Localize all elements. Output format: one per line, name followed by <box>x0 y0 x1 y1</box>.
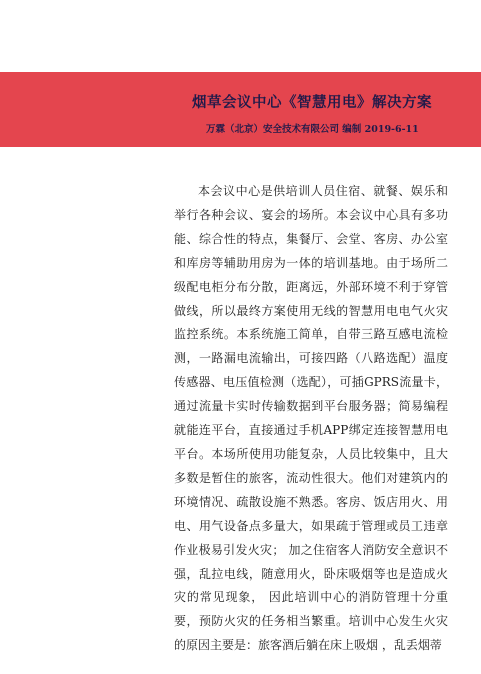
body-paragraph: 本会议中心是供培训人员住宿、就餐、娱乐和举行各种会议、宴会的场所。本会议中心具有多功能、综合性的特点，集餐厅、会堂、客房、办公室和库房等辅助用房为一体的培训基地。由于场所二级配电柜分布分散，距离远，外部环境不利于穿管做线，所以最终方案使用无线的智慧用电电气火灾监控系统。本系统施工简单，自带三路互感电流检测，一路漏电流输出，可接四路（八路选配）温度传感器、电压值检测（选配），可插GPRS流量卡，通过流量卡实时传输数据到平台服务器；简易编程就能连平台，直接通过手机APP绑定连接智慧用电平台。本场所使用功能复杂，人员比较集中，且大多数是暂住的旅客，流动性很大。他们对建筑内的环境情况、疏散设施不熟悉。客房、饭店用火、用电、用气设备点多量大，如果疏于管理或员工违章作业极易引发火灾； 加之住宿客人消防安全意识不强，乱拉电线，随意用火，卧床吸烟等也是造成火灾的常见现象， 因此培训中心的消防管理十分重要，预防火灾的任务相当繁重。培训中心发生火灾的原因主要是：旅客酒后躺在床上吸烟 ，乱丢烟蒂 <box>174 184 448 653</box>
document-subtitle: 万霖（北京）安全技术有限公司 编制 2019-6-11 <box>206 124 419 135</box>
document-title: 烟草会议中心《智慧用电》解决方案 <box>192 94 432 111</box>
